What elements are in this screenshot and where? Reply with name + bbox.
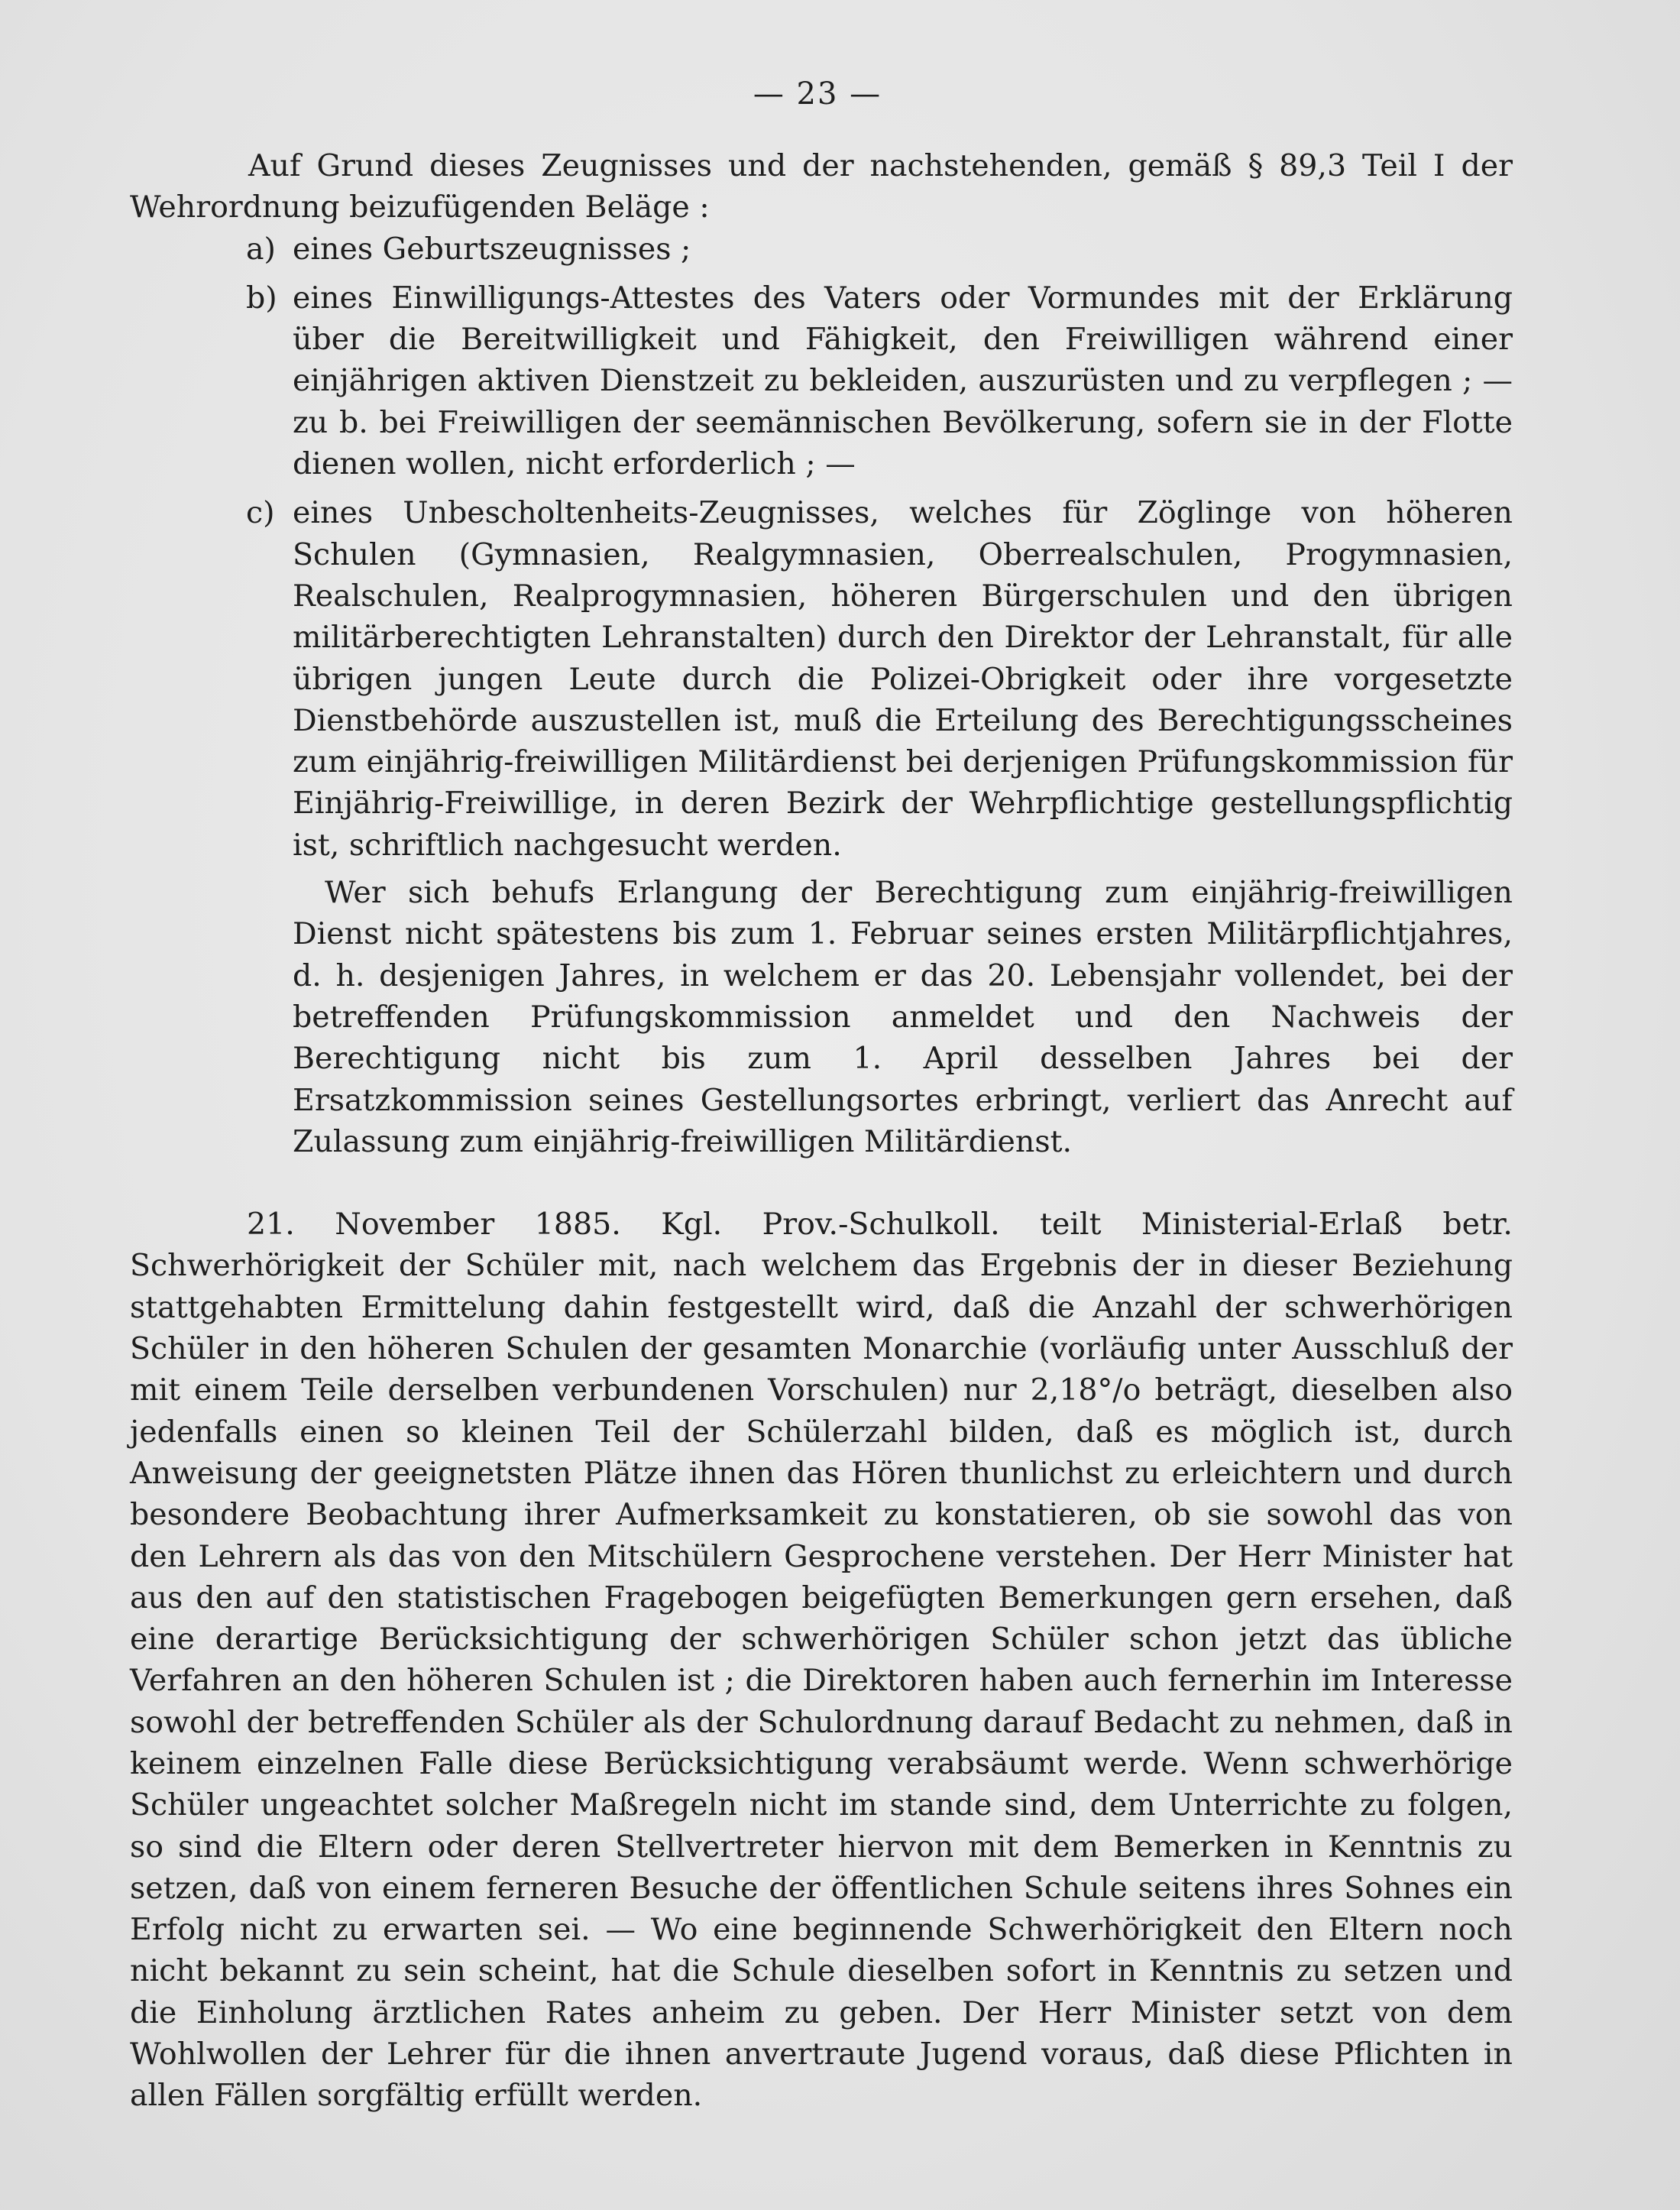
list-marker-b: b) <box>246 280 277 316</box>
list-text-c: eines Unbescholtenheits-Zeugnisses, welches für Zöglinge von höheren Schulen (Gymnasien, Realgymnasien, Oberrealschulen, Progymnasien, Realschulen, Realprogymnasien, höheren Bürgerschulen und den übrigen militärberechtigten Lehranstalten) durch den Direktor der Lehranstalt, für alle übrigen jungen Leute durch die Polizei-Obrigkeit oder ihre vorgesetzte Dienstbehörde auszustellen ist, muß die Erteilung des Berechtigungsscheines zum einjährig-freiwilligen Militärdienst bei derjenigen Prüfungskommission für Einjährig-Freiwillige, in deren Bezirk der Wehrpflichtige gestellungspflichtig ist, schriftlich nachgesucht werden. <box>293 495 1513 863</box>
paragraph-november-1885: 21. November 1885. Kgl. Prov.-Schulkoll. teilt Ministerial-Erlaß betr. Schwerhörigkeit der Schüler mit, nach welchem das Ergebnis der in dieser Beziehung stattgehabten Ermittelung dahin festgestellt wird, daß die Anzahl der schwerhörigen Schüler in den höheren Schulen der gesamten Monarchie (vorläufig unter Ausschluß der mit einem Teile derselben verbundenen Vorschulen) nur 2,18°/o beträgt, dieselben also jedenfalls einen so kleinen Teil der Schülerzahl bilden, daß es möglich ist, durch Anweisung der geeignetsten Plätze ihnen das Hören thunlichst zu erleichtern und durch besondere Beobachtung ihrer Aufmerksamkeit zu konstatieren, ob sie sowohl das von den Lehrern als das von den Mitschülern Gesprochene verstehen. Der Herr Minister hat aus den auf den statistischen Fragebogen beigefügten Bemerkungen gern ersehen, daß eine derartige Berücksichtigung der schwerhörigen Schüler schon jetzt das übliche Verfahren an den höheren Schulen ist ; die Direktoren haben auch fernerhin im Interesse sowohl der betreffenden Schüler als der Schulordnung darauf Bedacht zu nehmen, daß in keinem einzelnen Falle diese Berücksichtigung verabsäumt werde. Wenn schwerhörige Schüler ungeachtet solcher Maßregeln nicht im stande sind, dem Unterrichte zu folgen, so sind die Eltern oder deren Stellvertreter hiervon mit dem Bemerken in Kenntnis zu setzen, daß von einem ferneren Besuche der öffentlichen Schule seitens ihres Sohnes ein Erfolg nicht zu erwarten sei. — Wo eine beginnende Schwerhörigkeit den Eltern noch nicht bekannt zu sein scheint, hat die Schule dieselben sofort in Kenntnis zu setzen und die Einholung ärztlichen Rates anheim zu geben. Der Herr Minister setzt von dem Wohlwollen der Lehrer für die ihnen anvertraute Jugend voraus, daß diese Pflichten in allen Fällen sorgfältig erfüllt werden. <box>130 1207 1513 2114</box>
list-item-c <box>130 492 1513 866</box>
paragraph-deadline: Wer sich behufs Erlangung der Berechtigung zum einjährig-freiwilligen Dienst nicht spätestens bis zum 1. Februar seines ersten Militärpflichtjahres, d. h. desjenigen Jahres, in welchem er das 20. Lebensjahr vollendet, bei der betreffenden Prüfungskommission anmeldet und den Nachweis der Berechtigung nicht bis zum 1. April desselben Jahres bei der Ersatzkommission seines Gestellungsortes erbringt, verliert das Anrecht auf Zulassung zum einjährig-freiwilligen Militärdienst. <box>293 875 1513 1159</box>
body-text <box>130 145 1513 2117</box>
page-number: — 23 — <box>753 76 882 112</box>
list-marker-a: a) <box>246 231 276 267</box>
list-item-b <box>130 277 1513 484</box>
list-item-a <box>130 228 1513 270</box>
list-text-b: eines Einwilligungs-Attestes des Vaters oder Vormundes mit der Erklärung über die Bereitwilligkeit und Fähigkeit, den Freiwilligen während einer einjährigen aktiven Dienstzeit zu bekleiden, auszurüsten und zu verpflegen ; — zu b. bei Freiwilligen der seemännischen Bevölkerung, sofern sie in der Flotte dienen wollen, nicht erforderlich ; — <box>293 280 1513 482</box>
list-text-a: eines Geburtszeugnisses ; <box>293 231 691 267</box>
list-marker-c: c) <box>246 495 275 531</box>
intro-paragraph: Auf Grund dieses Zeugnisses und der nachstehenden, gemäß § 89,3 Teil I der Wehrordnung beizufügenden Beläge : <box>130 148 1513 225</box>
